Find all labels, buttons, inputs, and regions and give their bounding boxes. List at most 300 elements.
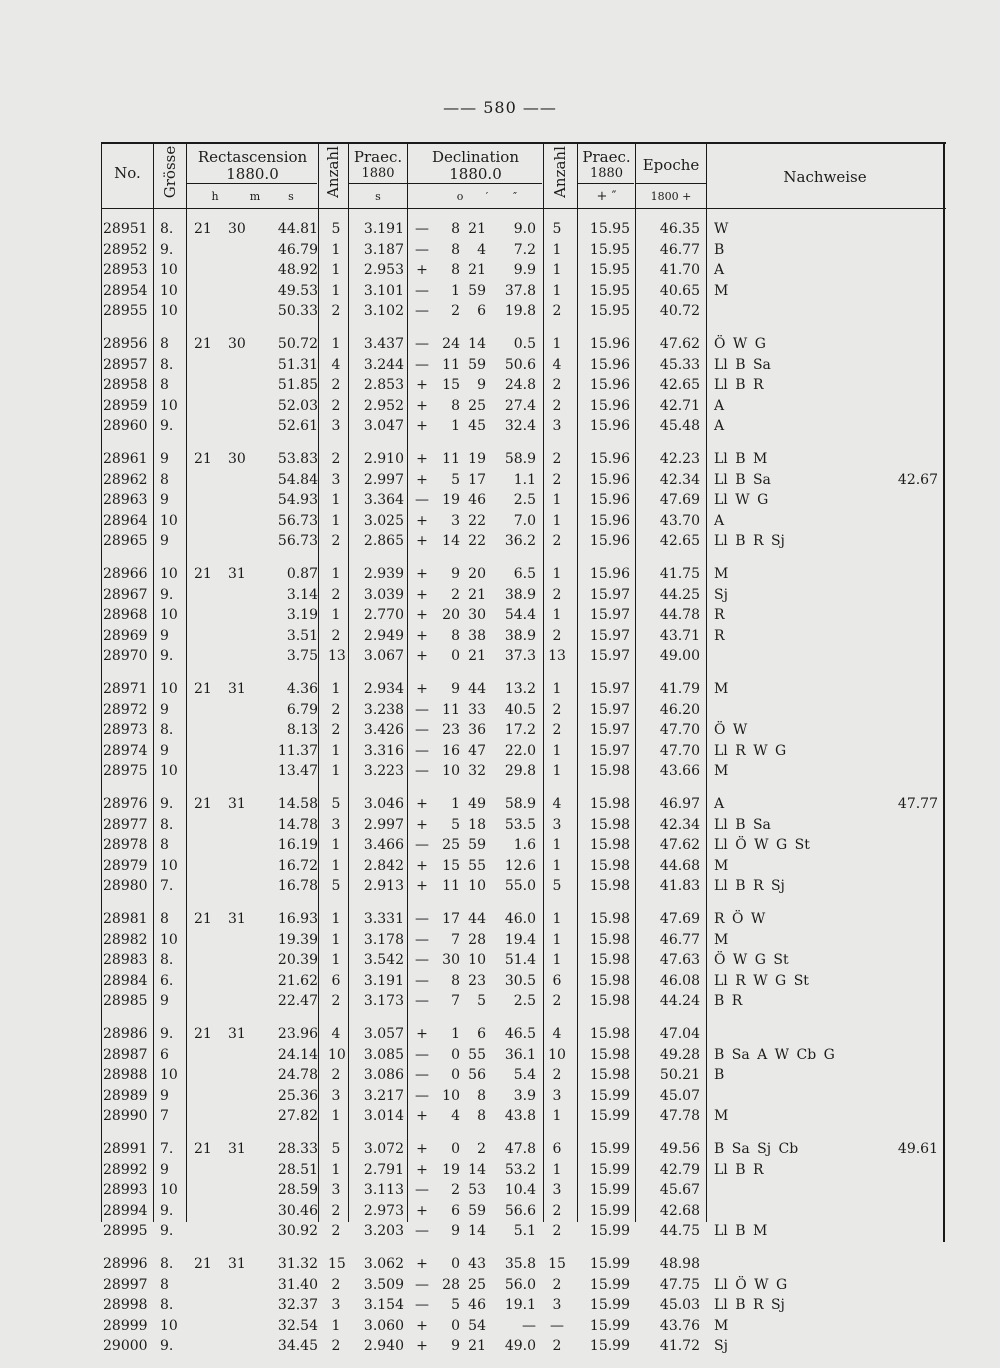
table-row bbox=[0, 396, 1000, 416]
decl-precession-cell: 15.99 bbox=[589, 1202, 630, 1219]
decl-minutes-cell: 45 bbox=[468, 418, 486, 434]
decl-sign-cell: + bbox=[416, 1026, 428, 1042]
star-number-cell: 28958 bbox=[103, 377, 148, 393]
magnitude-cell: 8. bbox=[160, 221, 174, 237]
decl-count-cell: 1 bbox=[552, 681, 562, 697]
ra-count-cell: 3 bbox=[331, 1087, 341, 1104]
star-number-cell: 28965 bbox=[103, 533, 148, 549]
decl-precession-cell: 15.97 bbox=[589, 627, 630, 644]
ra-precession-cell: 3.047 bbox=[363, 418, 404, 434]
references-cell: M bbox=[714, 931, 729, 948]
references-cell: Sj bbox=[714, 1338, 728, 1354]
star-number-cell: 28987 bbox=[103, 1046, 148, 1063]
decl-precession-cell: 15.99 bbox=[589, 1087, 630, 1104]
table-row bbox=[0, 416, 1000, 436]
references-cell: Ll B R bbox=[714, 377, 764, 393]
ra-hours-cell: 21 bbox=[194, 451, 212, 467]
ra-seconds-cell: 16.78 bbox=[277, 878, 318, 894]
ra-precession-cell: 3.178 bbox=[363, 931, 404, 948]
ra-seconds-cell: 23.96 bbox=[277, 1026, 318, 1042]
decl-minutes-cell: 20 bbox=[468, 566, 486, 582]
decl-count-cell: 1 bbox=[552, 282, 562, 299]
decl-count-cell: 1 bbox=[552, 857, 562, 874]
decl-seconds-cell: 54.4 bbox=[504, 607, 536, 623]
star-number-cell: 28954 bbox=[103, 282, 148, 299]
references-cell: Ll B M bbox=[714, 451, 768, 467]
table-row bbox=[0, 1065, 1000, 1085]
references-cell: M bbox=[714, 566, 729, 582]
ra-count-cell: 1 bbox=[331, 931, 341, 948]
decl-minutes-cell: 14 bbox=[468, 336, 486, 352]
references-cell: Ö W bbox=[714, 722, 748, 738]
decl-precession-cell: 15.95 bbox=[589, 303, 630, 319]
ra-count-cell: 1 bbox=[331, 857, 341, 874]
decl-count-cell: 1 bbox=[552, 262, 562, 278]
header-praec-unit: s bbox=[375, 190, 381, 203]
epoch-cell: 45.07 bbox=[659, 1087, 700, 1104]
ra-seconds-cell: 52.03 bbox=[277, 397, 318, 414]
ra-seconds-cell: 20.39 bbox=[277, 952, 318, 968]
ra-count-cell: 2 bbox=[331, 1202, 341, 1219]
decl-sign-cell: — bbox=[415, 1067, 429, 1083]
star-number-cell: 28962 bbox=[103, 471, 148, 488]
magnitude-cell: 8. bbox=[160, 1297, 174, 1313]
references-cell: Ll R W G bbox=[714, 742, 787, 759]
table-row bbox=[0, 741, 1000, 761]
header-ra-epoch: 1880.0 bbox=[226, 165, 279, 183]
decl-precession-cell: 15.98 bbox=[589, 837, 630, 853]
ra-minutes-cell: 31 bbox=[228, 1141, 246, 1157]
ra-count-cell: 2 bbox=[331, 397, 341, 414]
ra-count-cell: 3 bbox=[331, 816, 341, 833]
ra-precession-cell: 3.014 bbox=[363, 1108, 404, 1124]
decl-count-cell: 1 bbox=[552, 241, 562, 258]
magnitude-cell: 7. bbox=[160, 878, 174, 894]
ra-precession-cell: 2.853 bbox=[363, 377, 404, 393]
magnitude-cell: 10 bbox=[160, 303, 178, 319]
header-ra-title: Rectascension bbox=[197, 148, 308, 166]
star-number-cell: 28992 bbox=[103, 1161, 148, 1178]
epoch-cell: 43.66 bbox=[659, 763, 700, 779]
decl-degrees-cell: 11 bbox=[442, 356, 460, 373]
decl-degrees-cell: 28 bbox=[442, 1276, 460, 1293]
epoch-cell: 46.77 bbox=[659, 931, 700, 948]
header-anzahl2: Anzahl bbox=[551, 146, 569, 198]
decl-degrees-cell: 20 bbox=[442, 607, 460, 623]
header-decl-unit-min: ′ bbox=[485, 190, 489, 203]
decl-precession-cell: 15.97 bbox=[589, 586, 630, 603]
decl-seconds-cell: 3.9 bbox=[513, 1087, 536, 1104]
decl-precession-cell: 15.96 bbox=[589, 451, 630, 467]
star-number-cell: 28974 bbox=[103, 742, 148, 759]
ra-count-cell: 4 bbox=[331, 1026, 341, 1042]
ra-count-cell: 1 bbox=[331, 681, 341, 697]
decl-seconds-cell: 36.1 bbox=[504, 1046, 536, 1063]
ra-count-cell: 3 bbox=[331, 1182, 341, 1198]
ra-count-cell: 2 bbox=[331, 586, 341, 603]
decl-precession-cell: 15.98 bbox=[589, 816, 630, 833]
decl-seconds-cell: 55.0 bbox=[504, 878, 536, 894]
decl-minutes-cell: 59 bbox=[468, 837, 486, 853]
decl-minutes-cell: 21 bbox=[468, 586, 486, 603]
table-row bbox=[0, 679, 1000, 699]
decl-count-cell: 3 bbox=[552, 1087, 562, 1104]
decl-count-cell: 1 bbox=[552, 931, 562, 948]
ra-precession-cell: 3.331 bbox=[363, 911, 404, 927]
star-number-cell: 28999 bbox=[103, 1317, 148, 1334]
decl-precession-cell: 15.99 bbox=[589, 1276, 630, 1293]
decl-precession-cell: 15.98 bbox=[589, 993, 630, 1009]
decl-precession-cell: 15.99 bbox=[589, 1223, 630, 1239]
star-number-cell: 28956 bbox=[103, 336, 148, 352]
ra-precession-cell: 2.952 bbox=[363, 397, 404, 414]
decl-sign-cell: — bbox=[415, 492, 429, 508]
epoch-cell: 41.75 bbox=[659, 566, 700, 582]
decl-degrees-cell: 2 bbox=[451, 1182, 460, 1198]
decl-count-cell: 1 bbox=[552, 952, 562, 968]
references-cell: R Ö W bbox=[714, 911, 766, 927]
references-cell: Ll B R Sj bbox=[714, 878, 785, 894]
ra-precession-cell: 3.067 bbox=[363, 648, 404, 664]
magnitude-cell: 6 bbox=[160, 1046, 169, 1063]
magnitude-cell: 10 bbox=[160, 566, 178, 582]
table-row bbox=[0, 1336, 1000, 1356]
decl-precession-cell: 15.97 bbox=[589, 681, 630, 697]
decl-precession-cell: 15.98 bbox=[589, 972, 630, 989]
decl-seconds-cell: 19.4 bbox=[504, 931, 536, 948]
sub-rule-decl bbox=[408, 183, 542, 184]
table-row bbox=[0, 531, 1000, 551]
decl-precession-cell: 15.98 bbox=[589, 1067, 630, 1083]
decl-degrees-cell: 30 bbox=[442, 952, 460, 968]
star-number-cell: 28970 bbox=[103, 648, 148, 664]
decl-count-cell: 2 bbox=[552, 586, 562, 603]
ra-hours-cell: 21 bbox=[194, 566, 212, 582]
ra-precession-cell: 2.997 bbox=[363, 471, 404, 488]
header-praec2-year: 1880 bbox=[589, 166, 624, 181]
ra-precession-cell: 2.939 bbox=[363, 566, 404, 582]
decl-count-cell: 3 bbox=[552, 1297, 562, 1313]
star-number-cell: 28995 bbox=[103, 1223, 148, 1239]
decl-seconds-cell: 46.0 bbox=[504, 911, 536, 927]
decl-precession-cell: 15.99 bbox=[589, 1256, 630, 1272]
decl-minutes-cell: 25 bbox=[468, 397, 486, 414]
decl-degrees-cell: 0 bbox=[451, 1046, 460, 1063]
decl-precession-cell: 15.99 bbox=[589, 1297, 630, 1313]
epoch-cell: 46.35 bbox=[659, 221, 700, 237]
decl-degrees-cell: 9 bbox=[451, 1338, 460, 1354]
references-cell: B Sa A W Cb G bbox=[714, 1046, 835, 1063]
decl-precession-cell: 15.99 bbox=[589, 1317, 630, 1334]
page-number-dash-left: —— bbox=[443, 98, 478, 117]
ra-count-cell: 15 bbox=[328, 1256, 346, 1272]
decl-sign-cell: + bbox=[416, 1317, 428, 1334]
ra-precession-cell: 2.913 bbox=[363, 878, 404, 894]
ra-seconds-cell: 19.39 bbox=[277, 931, 318, 948]
references-cell: Sj bbox=[714, 586, 728, 603]
decl-minutes-cell: 44 bbox=[468, 911, 486, 927]
decl-minutes-cell: 53 bbox=[468, 1182, 486, 1198]
decl-seconds-cell: 50.6 bbox=[504, 356, 536, 373]
decl-degrees-cell: 25 bbox=[442, 837, 460, 853]
decl-count-cell: 6 bbox=[552, 1141, 562, 1157]
decl-degrees-cell: 8 bbox=[451, 627, 460, 644]
decl-degrees-cell: 3 bbox=[451, 512, 460, 529]
references-cell: Ö W G bbox=[714, 336, 766, 352]
epoch-cell: 42.34 bbox=[659, 816, 700, 833]
decl-degrees-cell: 5 bbox=[451, 1297, 460, 1313]
ra-seconds-cell: 30.46 bbox=[277, 1202, 318, 1219]
decl-minutes-cell: 23 bbox=[468, 972, 486, 989]
decl-seconds-cell: 46.5 bbox=[504, 1026, 536, 1042]
magnitude-cell: 9. bbox=[160, 1223, 174, 1239]
references-cell: Ö W G St bbox=[714, 952, 789, 968]
ra-hours-cell: 21 bbox=[194, 681, 212, 697]
references-cell: A bbox=[714, 796, 725, 812]
decl-minutes-cell: 9 bbox=[477, 377, 486, 393]
ra-seconds-cell: 22.47 bbox=[277, 993, 318, 1009]
magnitude-cell: 10 bbox=[160, 262, 178, 278]
decl-minutes-cell: 22 bbox=[468, 533, 486, 549]
decl-count-cell: 4 bbox=[552, 1026, 562, 1042]
decl-sign-cell: — bbox=[415, 742, 429, 759]
decl-count-cell: 15 bbox=[548, 1256, 566, 1272]
ra-minutes-cell: 31 bbox=[228, 681, 246, 697]
ra-precession-cell: 3.316 bbox=[363, 742, 404, 759]
ra-precession-cell: 3.060 bbox=[363, 1317, 404, 1334]
epoch-cell: 49.00 bbox=[659, 648, 700, 664]
epoch-cell: 44.78 bbox=[659, 607, 700, 623]
table-row bbox=[0, 1139, 1000, 1159]
star-number-cell: 28982 bbox=[103, 931, 148, 948]
ra-precession-cell: 3.437 bbox=[363, 336, 404, 352]
ra-precession-cell: 2.910 bbox=[363, 451, 404, 467]
ra-count-cell: 1 bbox=[331, 911, 341, 927]
ra-count-cell: 2 bbox=[331, 533, 341, 549]
decl-minutes-cell: 59 bbox=[468, 282, 486, 299]
margin-epoch-cell: 42.67 bbox=[897, 471, 938, 488]
decl-sign-cell: — bbox=[415, 911, 429, 927]
ra-seconds-cell: 32.37 bbox=[277, 1297, 318, 1313]
ra-minutes-cell: 31 bbox=[228, 1256, 246, 1272]
decl-count-cell: 2 bbox=[552, 1223, 562, 1239]
decl-count-cell: 1 bbox=[552, 492, 562, 508]
decl-minutes-cell: 2 bbox=[477, 1141, 486, 1157]
decl-minutes-cell: 10 bbox=[468, 952, 486, 968]
header-decl-unit-sec: ″ bbox=[512, 190, 518, 203]
header-decl-unit-deg: o bbox=[456, 190, 464, 203]
decl-precession-cell: 15.96 bbox=[589, 397, 630, 414]
ra-precession-cell: 2.949 bbox=[363, 627, 404, 644]
decl-count-cell: 2 bbox=[552, 1067, 562, 1083]
magnitude-cell: 9. bbox=[160, 796, 174, 812]
ra-seconds-cell: 44.81 bbox=[277, 221, 318, 237]
decl-count-cell: 3 bbox=[552, 418, 562, 434]
decl-minutes-cell: 55 bbox=[468, 857, 486, 874]
decl-sign-cell: — bbox=[415, 701, 429, 718]
epoch-cell: 42.65 bbox=[659, 533, 700, 549]
references-cell: M bbox=[714, 1317, 729, 1334]
references-cell: B bbox=[714, 1067, 725, 1083]
magnitude-cell: 9 bbox=[160, 533, 169, 549]
decl-minutes-cell: 56 bbox=[468, 1067, 486, 1083]
star-number-cell: 28966 bbox=[103, 566, 148, 582]
table-row bbox=[0, 909, 1000, 929]
decl-minutes-cell: 38 bbox=[468, 627, 486, 644]
ra-minutes-cell: 31 bbox=[228, 796, 246, 812]
star-number-cell: 28997 bbox=[103, 1276, 148, 1293]
decl-count-cell: 2 bbox=[552, 722, 562, 738]
decl-degrees-cell: 19 bbox=[442, 1161, 460, 1178]
star-number-cell: 28968 bbox=[103, 607, 148, 623]
decl-degrees-cell: 0 bbox=[451, 1141, 460, 1157]
ra-seconds-cell: 54.93 bbox=[277, 492, 318, 508]
star-number-cell: 28957 bbox=[103, 356, 148, 373]
references-cell: Ll B Sa bbox=[714, 471, 771, 488]
decl-minutes-cell: 6 bbox=[477, 303, 486, 319]
star-number-cell: 28972 bbox=[103, 701, 148, 718]
decl-minutes-cell: 36 bbox=[468, 722, 486, 738]
decl-precession-cell: 15.98 bbox=[589, 796, 630, 812]
decl-sign-cell: + bbox=[416, 397, 428, 414]
decl-sign-cell: — bbox=[415, 931, 429, 948]
table-row bbox=[0, 449, 1000, 469]
decl-count-cell: 1 bbox=[552, 1108, 562, 1124]
decl-degrees-cell: 11 bbox=[442, 451, 460, 467]
decl-seconds-cell: 49.0 bbox=[504, 1338, 536, 1354]
magnitude-cell: 9 bbox=[160, 627, 169, 644]
decl-count-cell: 2 bbox=[552, 993, 562, 1009]
decl-seconds-cell: 1.6 bbox=[513, 837, 536, 853]
decl-degrees-cell: 1 bbox=[451, 1026, 460, 1042]
star-number-cell: 28973 bbox=[103, 722, 148, 738]
table-row bbox=[0, 971, 1000, 991]
epoch-cell: 45.67 bbox=[659, 1182, 700, 1198]
magnitude-cell: 10 bbox=[160, 1317, 178, 1334]
epoch-cell: 49.28 bbox=[659, 1046, 700, 1063]
ra-precession-cell: 3.046 bbox=[363, 796, 404, 812]
epoch-cell: 47.63 bbox=[659, 952, 700, 968]
star-number-cell: 28953 bbox=[103, 262, 148, 278]
epoch-cell: 46.20 bbox=[659, 701, 700, 718]
decl-precession-cell: 15.95 bbox=[589, 241, 630, 258]
decl-degrees-cell: 11 bbox=[442, 878, 460, 894]
ra-seconds-cell: 53.83 bbox=[277, 451, 318, 467]
ra-precession-cell: 2.953 bbox=[363, 262, 404, 278]
star-number-cell: 28994 bbox=[103, 1202, 148, 1219]
ra-seconds-cell: 28.51 bbox=[277, 1161, 318, 1178]
epoch-cell: 42.79 bbox=[659, 1161, 700, 1178]
top-rule bbox=[101, 142, 946, 144]
decl-seconds-cell: 12.6 bbox=[504, 857, 536, 874]
ra-count-cell: 3 bbox=[331, 471, 341, 488]
decl-minutes-cell: 54 bbox=[468, 1317, 486, 1334]
decl-minutes-cell: 55 bbox=[468, 1046, 486, 1063]
decl-seconds-cell: 13.2 bbox=[504, 681, 536, 697]
ra-precession-cell: 3.238 bbox=[363, 701, 404, 718]
decl-sign-cell: + bbox=[416, 796, 428, 812]
decl-count-cell: 3 bbox=[552, 1182, 562, 1198]
magnitude-cell: 10 bbox=[160, 931, 178, 948]
star-number-cell: 28959 bbox=[103, 397, 148, 414]
epoch-cell: 46.77 bbox=[659, 241, 700, 258]
table-row bbox=[0, 564, 1000, 584]
ra-minutes-cell: 31 bbox=[228, 911, 246, 927]
ra-precession-cell: 3.085 bbox=[363, 1046, 404, 1063]
decl-precession-cell: 15.98 bbox=[589, 878, 630, 894]
epoch-cell: 42.71 bbox=[659, 397, 700, 414]
ra-seconds-cell: 3.51 bbox=[286, 627, 318, 644]
star-number-cell: 28991 bbox=[103, 1141, 148, 1157]
ra-count-cell: 2 bbox=[331, 1067, 341, 1083]
table-row bbox=[0, 876, 1000, 896]
decl-sign-cell: + bbox=[416, 533, 428, 549]
decl-minutes-cell: 28 bbox=[468, 931, 486, 948]
magnitude-cell: 9. bbox=[160, 418, 174, 434]
decl-seconds-cell: 10.4 bbox=[504, 1182, 536, 1198]
ra-precession-cell: 2.770 bbox=[363, 607, 404, 623]
header-nachweise: Nachweise bbox=[783, 168, 867, 186]
magnitude-cell: 8 bbox=[160, 837, 169, 853]
decl-seconds-cell: 53.2 bbox=[504, 1161, 536, 1178]
ra-precession-cell: 2.940 bbox=[363, 1338, 404, 1354]
ra-seconds-cell: 6.79 bbox=[286, 701, 318, 718]
epoch-cell: 41.70 bbox=[659, 262, 700, 278]
decl-precession-cell: 15.95 bbox=[589, 282, 630, 299]
decl-minutes-cell: 46 bbox=[468, 1297, 486, 1313]
decl-sign-cell: — bbox=[415, 282, 429, 299]
decl-sign-cell: + bbox=[416, 586, 428, 603]
table-row bbox=[0, 626, 1000, 646]
decl-count-cell: 13 bbox=[548, 648, 566, 664]
table-row bbox=[0, 281, 1000, 301]
decl-minutes-cell: 18 bbox=[468, 816, 486, 833]
decl-minutes-cell: 19 bbox=[468, 451, 486, 467]
decl-seconds-cell: 22.0 bbox=[504, 742, 536, 759]
star-number-cell: 28983 bbox=[103, 952, 148, 968]
header-praec2-title: Praec. bbox=[582, 148, 631, 166]
decl-minutes-cell: 10 bbox=[468, 878, 486, 894]
table-row bbox=[0, 1316, 1000, 1336]
decl-count-cell: 1 bbox=[552, 566, 562, 582]
header-ra-unit-m: m bbox=[249, 190, 261, 203]
magnitude-cell: 10 bbox=[160, 512, 178, 529]
star-number-cell: 28990 bbox=[103, 1108, 148, 1124]
ra-seconds-cell: 16.72 bbox=[277, 857, 318, 874]
decl-minutes-cell: 22 bbox=[468, 512, 486, 529]
decl-minutes-cell: 21 bbox=[468, 221, 486, 237]
star-number-cell: 28978 bbox=[103, 837, 148, 853]
ra-seconds-cell: 54.84 bbox=[277, 471, 318, 488]
decl-seconds-cell: 19.1 bbox=[504, 1297, 536, 1313]
sub-rule-epoche bbox=[636, 183, 706, 184]
decl-seconds-cell: — bbox=[522, 1317, 536, 1334]
decl-seconds-cell: 1.1 bbox=[513, 471, 536, 488]
ra-count-cell: 5 bbox=[331, 221, 341, 237]
magnitude-cell: 8 bbox=[160, 471, 169, 488]
ra-seconds-cell: 50.33 bbox=[277, 303, 318, 319]
ra-count-cell: 1 bbox=[331, 742, 341, 759]
ra-hours-cell: 21 bbox=[194, 911, 212, 927]
ra-precession-cell: 2.791 bbox=[363, 1161, 404, 1178]
decl-minutes-cell: 32 bbox=[468, 763, 486, 779]
ra-precession-cell: 3.509 bbox=[363, 1276, 404, 1293]
decl-seconds-cell: 24.8 bbox=[504, 377, 536, 393]
star-number-cell: 28964 bbox=[103, 512, 148, 529]
epoch-cell: 44.24 bbox=[659, 993, 700, 1009]
decl-minutes-cell: 44 bbox=[468, 681, 486, 697]
decl-sign-cell: — bbox=[415, 303, 429, 319]
